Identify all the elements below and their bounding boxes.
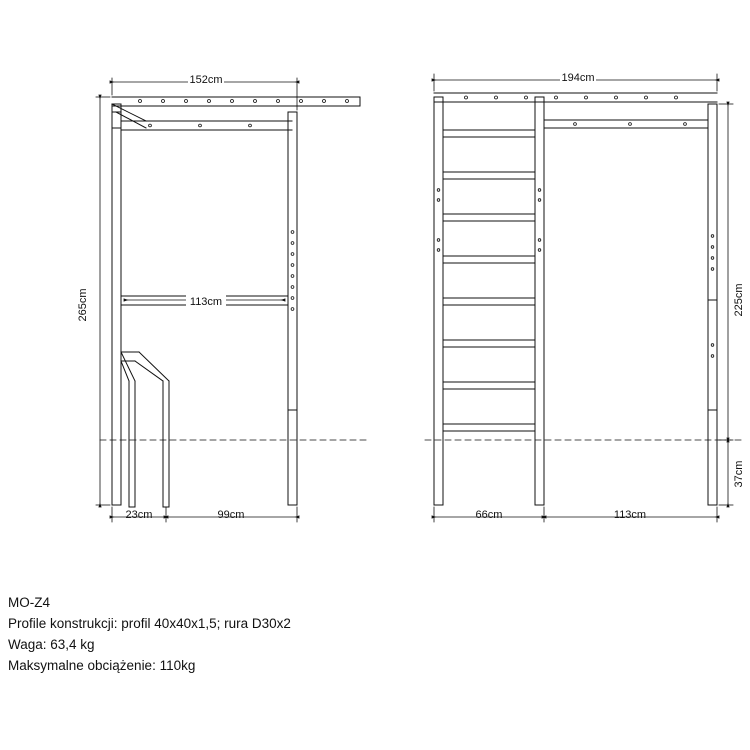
dim-left-top-width: 152cm xyxy=(189,74,223,86)
spec-profiles: Profile konstrukcji: profil 40x40x1,5; rura D30x2 xyxy=(8,616,291,631)
dim-right-ground-offset: 37cm xyxy=(733,460,745,488)
dim-left-base-width: 99cm xyxy=(217,509,245,521)
dim-right-top-width: 194cm xyxy=(561,72,595,84)
dim-right-height: 225cm xyxy=(733,283,745,317)
left-view-structure xyxy=(112,97,360,507)
right-view-structure xyxy=(434,93,717,505)
dim-left-height: 265cm xyxy=(77,288,89,322)
spec-product-code: MO-Z4 xyxy=(8,595,50,610)
dim-left-foot-offset: 23cm xyxy=(125,509,153,521)
dim-left-mid-bar: 113cm xyxy=(189,296,223,308)
specification-block xyxy=(8,592,608,676)
dim-right-bar-span: 113cm xyxy=(613,509,647,521)
spec-weight: Waga: 63,4 kg xyxy=(8,637,95,652)
spec-max-load: Maksymalne obciążenie: 110kg xyxy=(8,658,196,673)
dim-right-ladder-width: 66cm xyxy=(475,509,503,521)
